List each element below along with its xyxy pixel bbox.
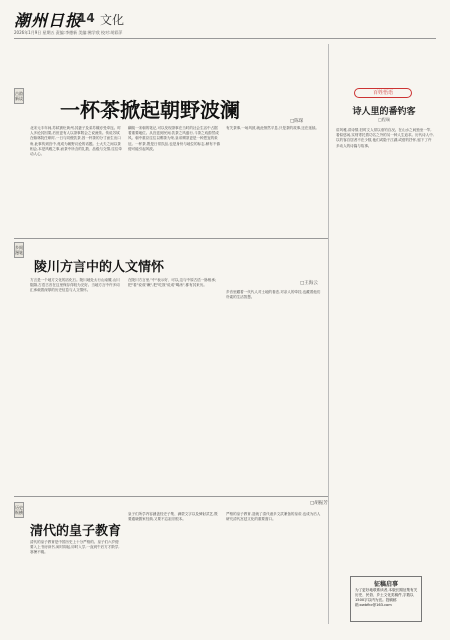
article1-title: 一杯茶掀起朝野波澜 xyxy=(60,98,240,122)
submission-notice xyxy=(350,576,422,622)
page-number: 14 xyxy=(78,11,95,25)
article1-col2: 翻阅一宋朝的笔记,可以发现茶事在当时的社会生活中占据着重要地位。从宫廷到民间,饮茶之风盛行,斗茶之戏蔚然成风。朝中重臣往往以赐茶为荣,皇帝赐茶更是一种恩宠的象征。一杯茶,既是日常饮品,也是身份与地位的标志,稍有不慎便可能引起风波。 xyxy=(128,126,220,151)
dateline: 2026年1月9日 星期五 责编:李德新 美编:佛学欣 校对:胡彩萍 xyxy=(14,30,123,35)
article2-col1: 方言是一个地方文化的活化石。陵川地处太行山南麓,山川阻隔,古语古音在这里保存得较为完好。当地方言中许多词汇承载着深厚的历史信息与人文情怀。 xyxy=(30,278,120,293)
article2-title: 陵川方言中的人文情怀 xyxy=(34,260,165,275)
sidebar xyxy=(332,42,436,622)
article1-tag: 古韵新谈 xyxy=(14,88,24,104)
section-rule xyxy=(14,496,328,497)
article1-col1: 北宋元丰年间,苏轼被贬黄州,其妻子及弟苏辙亦受牵连。时人多论其因果,后世更有人以茶事附会之说流传。传说苏轼在翰林院任职时,一日与同僚饮茶,因一杯茶的分寸而生出口角,此事传到宫中,竟成为朝野议论的话题。士大夫之间以茶相会,本是风雅之事,而茶中所含的礼数、品级与交情,往往牵动人心。 xyxy=(30,126,122,157)
header-rule xyxy=(14,38,436,39)
article2-author: □王海云 xyxy=(300,281,318,286)
notice-body: 为了更好地联系读者,本版长期征集有关历史、民俗、乡土文化类稿件,字数以1500字以内为宜。投稿邮箱:xwbfkc@163.com xyxy=(355,588,418,607)
article1-author: □陈琛 xyxy=(290,119,304,124)
article3-col2: 皇子们所学内容涵盖经史子集、满蒙文字以及骑射武艺,既要通晓儒家经典,又要不忘祖宗根本。 xyxy=(128,512,218,522)
sidebar-title: 诗人里的番钓客 xyxy=(352,107,416,117)
article2-col3: 乡音里藏着一代代人对土地的眷恋,对亲人的牵挂,也藏着他们朴素的生活智慧。 xyxy=(226,290,321,300)
article1-col3: 有关茶事,一场风波,就此悄然平息,只是茶的故事,还在延续。 xyxy=(226,126,319,130)
page-header xyxy=(14,8,436,40)
article3-col1: 清代的皇子教育是中国历史上十分严格的。皇子们六岁便要入上书房读书,寅时即起,卯时入学,一直到午后方才散学,寒暑不辍。 xyxy=(30,540,120,555)
article3-title: 清代的皇子教育 xyxy=(30,524,122,539)
article3-author: □胡振芳 xyxy=(310,501,328,506)
notice-title: 征稿启事 xyxy=(373,581,398,588)
article2-col2: 在陵川方言里,"中"表示好、可以,这与中原古语一脉相承;把"看"说成"瞅",把"吃饭"说成"喝汤",都有其来历。 xyxy=(128,278,217,288)
article2-tag: 乡间漫笔 xyxy=(14,242,24,258)
sidebar-author: □程瑞 xyxy=(378,117,390,122)
section-rule xyxy=(14,238,328,239)
article3-col3: 严格的皇子教育,造就了清代诸多文武兼备的皇帝,也成为后人研究清代宫廷文化的重要窗口。 xyxy=(226,512,321,522)
section-name: 文化 xyxy=(100,13,125,27)
article3-tag: 历史纵横 xyxy=(14,502,24,518)
sidebar-body: 讲风雅,讲诗情,旧时文人常以垂钓自况。在山水之间独坐一竿,看似悠闲,实则寄托着功名之外的另一种人生追求。历代诗人中,以钓客自居者不在少数,他们或隐于江湖,或借钓抒怀,留下了许多动人的诗篇与故事。 xyxy=(336,128,434,148)
column-divider xyxy=(328,44,329,624)
masthead: 潮州日报 xyxy=(14,11,83,30)
sidebar-tag: 百姓悟语 xyxy=(354,88,412,98)
